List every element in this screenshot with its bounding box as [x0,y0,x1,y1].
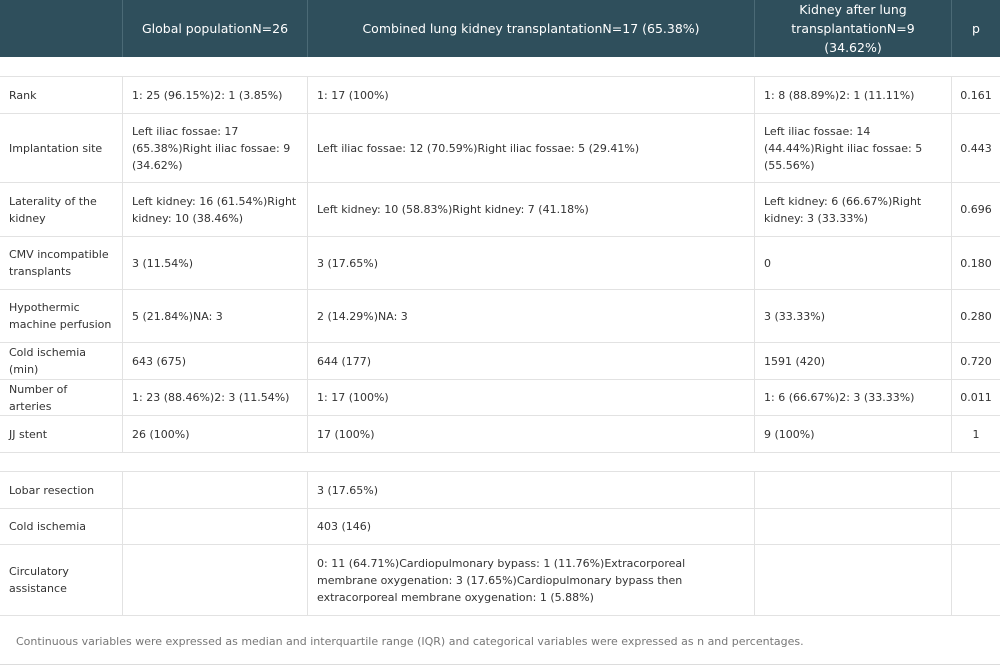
kidney-after-value: 1591 (420) [755,343,952,379]
table-footnote: Continuous variables were expressed as median and interquartile range (IQR) and categorical variables were expressed as n and percentages. [0,618,1000,665]
row-label: Laterality of the kidney [0,183,123,236]
global-value: 1: 23 (88.46%)2: 3 (11.54%) [123,380,308,415]
kidney-after-value: 3 (33.33%) [755,290,952,342]
global-value: 1: 25 (96.15%)2: 1 (3.85%) [123,77,308,113]
row-label: Cold ischemia [0,509,123,544]
global-value: 5 (21.84%)NA: 3 [123,290,308,342]
p-value: 0.011 [960,391,992,404]
global-value: 3 (11.54%) [123,237,308,289]
table-row [0,509,1000,545]
row-label: Circulatory assistance [0,545,123,615]
table-row [0,380,1000,416]
combined-value: 3 (17.65%) [308,472,755,508]
row-label: Cold ischemia (min) [0,343,123,379]
global-value: 26 (100%) [123,416,308,452]
row-label: Rank [0,77,123,113]
row-label: JJ stent [0,416,123,452]
table-row [0,545,1000,616]
table-row [0,290,1000,343]
row-label: Hypothermic machine perfusion [0,290,123,342]
table-row [0,77,1000,114]
global-value: Left iliac fossae: 17 (65.38%)Right iliac fossae: 9 (34.62%) [123,114,308,182]
combined-value: 0: 11 (64.71%)Cardiopulmonary bypass: 1 (11.76%)Extracorporeal membrane oxygenation: 3 (17.65%)Cardiopulmonary bypass then extracorporeal membrane oxygenation: 1 (5.88%) [308,545,755,615]
combined-value: 17 (100%) [308,416,755,452]
kidney-after-value [755,509,952,544]
table-row [0,416,1000,453]
kidney-after-value: 9 (100%) [755,416,952,452]
header-variable [0,0,123,57]
global-value: Left kidney: 16 (61.54%)Right kidney: 10 (38.46%) [123,183,308,236]
global-value [123,509,308,544]
row-label: Number of arteries [0,380,123,415]
kidney-after-value: 0 [755,237,952,289]
kidney-after-value: Left iliac fossae: 14 (44.44%)Right iliac fossae: 5 (55.56%) [755,114,952,182]
p-value: 0.696 [960,203,992,216]
table-separator [0,453,1000,472]
p-value: 0.280 [960,309,992,323]
table-row [0,343,1000,380]
table-separator [0,57,1000,77]
kidney-after-value: 1: 6 (66.67%)2: 3 (33.33%) [755,380,952,415]
p-value [952,545,1000,615]
row-label: CMV incompatible transplants [0,237,123,289]
row-label: Lobar resection [0,472,123,508]
table-row [0,183,1000,237]
global-value [123,472,308,508]
header-combined-transplantation: Combined lung kidney transplantationN=17 (65.38%) [308,0,755,57]
p-value: 1 [972,427,980,441]
combined-value: 1: 17 (100%) [308,380,755,415]
combined-value: 644 (177) [308,343,755,379]
table-row [0,237,1000,290]
global-value: 643 (675) [123,343,308,379]
combined-value: 3 (17.65%) [308,237,755,289]
header-kidney-after-lung: Kidney after lung transplantationN=9 (34.62%) [755,0,952,57]
p-value: 0.161 [960,88,992,102]
p-value: 0.720 [960,354,992,368]
table-row [0,472,1000,509]
combined-value: 403 (146) [308,509,755,544]
p-value [952,509,1000,544]
combined-value: 2 (14.29%)NA: 3 [308,290,755,342]
combined-value: 1: 17 (100%) [308,77,755,113]
global-value [123,545,308,615]
header-p-value: p [972,21,980,36]
p-value: 0.180 [960,256,992,270]
header-global-population: Global populationN=26 [123,0,308,57]
p-value: 0.443 [960,141,992,155]
kidney-after-value [755,545,952,615]
kidney-after-value: Left kidney: 6 (66.67%)Right kidney: 3 (33.33%) [755,183,952,236]
table-row [0,114,1000,183]
p-value [952,472,1000,508]
row-label: Implantation site [0,114,123,182]
table-header [0,0,1000,57]
kidney-after-value [755,472,952,508]
combined-value: Left kidney: 10 (58.83%)Right kidney: 7 (41.18%) [308,183,755,236]
combined-value: Left iliac fossae: 12 (70.59%)Right iliac fossae: 5 (29.41%) [308,114,755,182]
kidney-after-value: 1: 8 (88.89%)2: 1 (11.11%) [755,77,952,113]
